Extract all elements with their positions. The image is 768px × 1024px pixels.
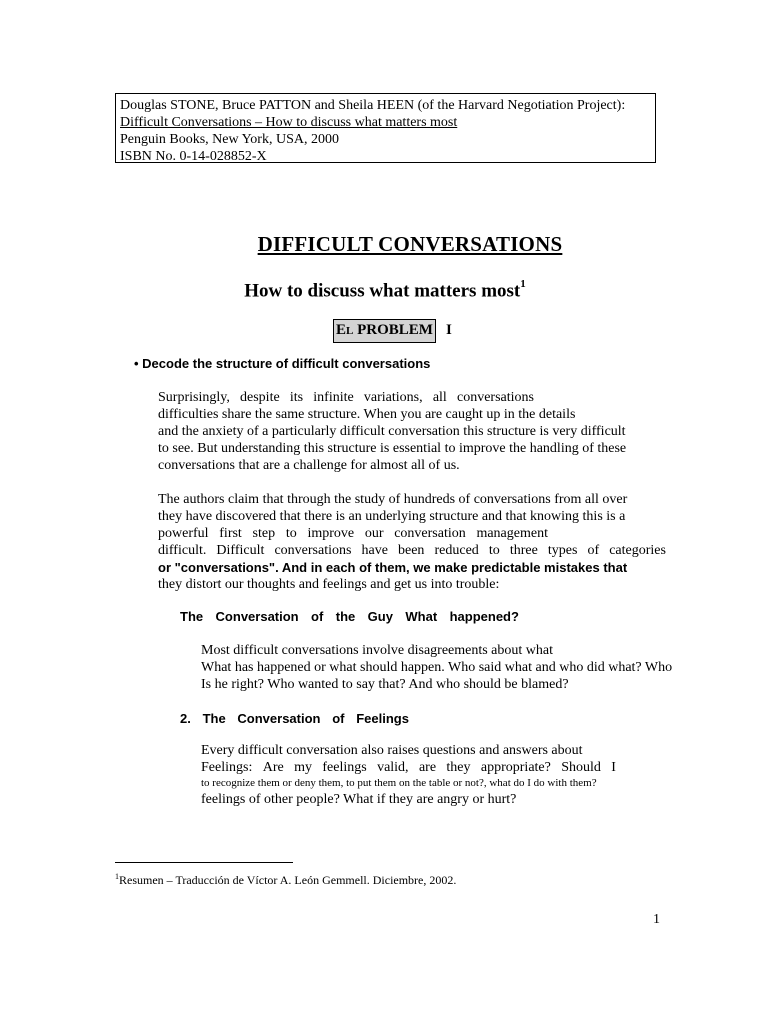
section-heading — [333, 319, 436, 343]
paragraph-authors-claim — [158, 491, 673, 593]
heading-feelings — [180, 711, 409, 726]
word: happened? — [449, 609, 519, 624]
word: all — [432, 390, 447, 405]
text-line: Most difficult conversations involve disagreements about what — [201, 643, 554, 658]
word: I — [611, 760, 616, 775]
word: types — [547, 543, 578, 558]
subtitle-text: How to discuss what matters most — [244, 280, 521, 302]
word: management — [476, 526, 548, 541]
justified-line — [201, 759, 616, 776]
text-line: to see. But understanding this structure is essential to improve the handling of these — [158, 441, 627, 456]
word: The — [180, 609, 204, 624]
text-line: difficulties share the same structure. When you are caught up in the details — [158, 407, 576, 422]
text-line: they distort our thoughts and feelings and get us into trouble: — [158, 577, 500, 592]
word: to — [488, 543, 500, 558]
word: of — [587, 543, 600, 558]
word: Conversation — [237, 711, 321, 726]
word: of — [332, 711, 345, 726]
text-line: feelings of other people? What if they are angry or hurt? — [201, 792, 517, 807]
citation-authors: Douglas STONE, Bruce PATTON and Sheila HEEN (of the Harvard Negotiation Project): — [120, 98, 626, 113]
word: its — [289, 390, 304, 405]
word: variations, — [363, 390, 423, 405]
word: are — [418, 760, 437, 775]
paragraph-structure — [158, 389, 656, 474]
word: step — [252, 526, 276, 541]
word: categories — [609, 543, 666, 558]
word: our — [364, 526, 384, 541]
page-title: DIFFICULT CONVERSATIONS — [257, 232, 563, 256]
justified-line — [158, 525, 548, 542]
text-line: they have discovered that there is an underlying structure and that knowing this is a — [158, 509, 626, 524]
section-heading-initial: E — [336, 322, 347, 338]
page-subtitle — [0, 280, 768, 302]
word: What — [405, 609, 438, 624]
footnote-reference: 1 — [520, 278, 526, 290]
text-line: conversations that are a challenge for almost all of us. — [158, 458, 460, 473]
word: first — [219, 526, 242, 541]
text-line: Every difficult conversation also raises questions and answers about — [201, 743, 583, 758]
section-heading-tail: I — [446, 322, 452, 338]
paragraph-feelings — [201, 742, 621, 808]
word: Guy — [367, 609, 393, 624]
word: Are — [262, 760, 284, 775]
word: have — [361, 543, 388, 558]
text-line: The authors claim that through the study of hundreds of conversations from all over — [158, 492, 628, 507]
word: to — [285, 526, 297, 541]
word: conversation — [394, 526, 466, 541]
word: my — [294, 760, 312, 775]
section-heading-smallcap: L — [346, 325, 354, 337]
word: they — [446, 760, 471, 775]
word: Difficult — [216, 543, 265, 558]
word: three — [509, 543, 538, 558]
text-line: Is he right? Who wanted to say that? And who should be blamed? — [201, 677, 569, 692]
word: conversations — [457, 390, 534, 405]
word: powerful — [158, 526, 209, 541]
paragraph-what-happened — [201, 642, 711, 693]
justified-line — [158, 389, 534, 406]
word: difficult. — [158, 543, 207, 558]
justified-line — [158, 542, 666, 559]
citation-isbn: ISBN No. 0-14-028852-X — [120, 149, 267, 164]
word: Should — [561, 760, 601, 775]
word: despite — [240, 390, 280, 405]
word: appropriate? — [480, 760, 551, 775]
page-number: 1 — [653, 912, 660, 927]
heading-what-happened — [180, 609, 519, 624]
word: been — [397, 543, 425, 558]
word: Conversation — [215, 609, 299, 624]
word: Surprisingly, — [158, 390, 230, 405]
small-text-line: to recognize them or deny them, to put them on the table or not?, what do I do with them? — [201, 777, 597, 789]
word: improve — [307, 526, 355, 541]
text-line: What has happened or what should happen. Who said what and who did what? Who — [201, 660, 673, 675]
word: 2. — [180, 711, 191, 726]
footnote — [115, 872, 456, 888]
bullet-heading: • Decode the structure of difficult conversations — [134, 356, 431, 371]
text-line: and the anxiety of a particularly difficult conversation this structure is very difficult — [158, 424, 626, 439]
word: conversations — [274, 543, 352, 558]
word: reduced — [434, 543, 479, 558]
section-heading-rest: PROBLEM — [353, 322, 433, 338]
word: Feelings: — [201, 760, 253, 775]
bold-text-line: or "conversations". And in each of them, we make predictable mistakes that — [158, 560, 628, 575]
word: the — [335, 609, 356, 624]
footnote-text: Resumen – Traducción de Víctor A. León Gemmell. Diciembre, 2002. — [119, 873, 457, 887]
citation-box — [115, 93, 656, 163]
word: infinite — [313, 390, 354, 405]
word: Feelings — [356, 711, 409, 726]
word: The — [202, 711, 226, 726]
citation-title: Difficult Conversations – How to discuss what matters most — [120, 115, 458, 130]
word: of — [311, 609, 324, 624]
word: feelings — [322, 760, 367, 775]
footnote-marker: 1 — [115, 872, 119, 881]
citation-publisher: Penguin Books, New York, USA, 2000 — [120, 132, 339, 147]
word: valid, — [377, 760, 409, 775]
footnote-separator — [115, 862, 293, 863]
